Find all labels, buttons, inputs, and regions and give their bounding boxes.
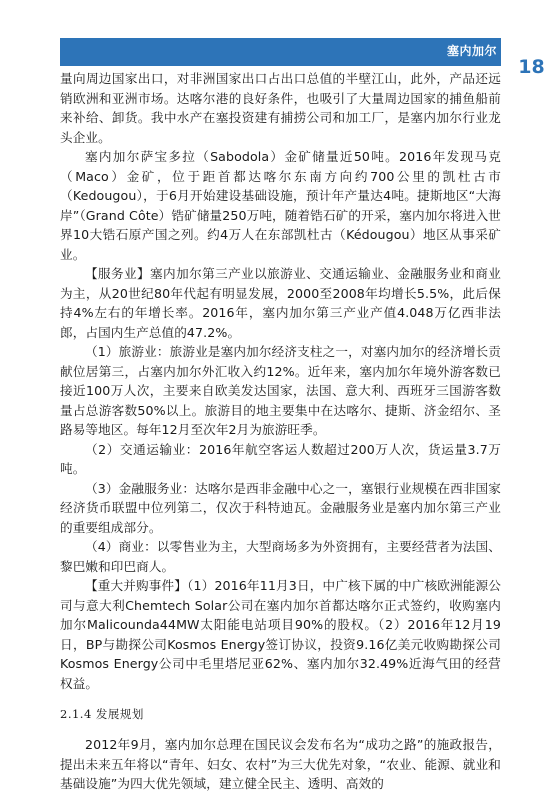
paragraph-development-plan: 2012年9月，塞内加尔总理在国民议会发布名为“成功之路”的施政报告，提出未来五年将以“青年、妇女、农村”为三大优先对象，“农业、能源、就业和基础设施”为四大优先领域，建立健全民主、透明、高效的 [60, 737, 501, 791]
section-heading: 2.1.4 发展规划 [60, 707, 144, 721]
paragraph-mining: 塞内加尔萨宝多拉（Sabodola）金矿储量近50吨。2016年发现马克（Maco）金矿，位于距首都达喀尔东南方向约700公里的凯杜古市（Kedougou），于6月开始建设基础设施，预计年产量达4吨。捷斯地区“大海岸”（Grand Côte）锆矿储量250万吨，随着锆石矿的开采，塞内加尔将进入世界10大锆石原产国之列。约4万人在东部凯杜古（Kédougou）地区从事采矿业。 [60, 149, 501, 262]
paragraph-acquisitions: 【重大并购事件】（1）2016年11月3日，中广核下属的中广核欧洲能源公司与意大利Chemtech Solar公司在塞内加尔首都达喀尔正式签约，收购塞内加尔Malicounda44MW太阳能电站项目90%的股权。（2）2016年12月19日，BP与勘探公司Kosmos Energy签订协议，投资9.16亿美元收购勘探公司Kosmos Energy公司中毛里塔尼亚62%、塞内加尔32.49%近海气田的经营权益。 [60, 578, 501, 691]
main-content [60, 69, 501, 794]
page-number: 18 [518, 56, 545, 78]
paragraph-transport: （2）交通运输业：2016年航空客运人数超过200万人次，货运量3.7万吨。 [60, 441, 501, 476]
paragraph-fisheries-continued: 量向周边国家出口，对非洲国家出口占出口总值的半壁江山，此外，产品还远销欧洲和亚洲市场。达喀尔港的良好条件，也吸引了大量周边国家的捕鱼船前来补给、卸货。我中水产在塞投资建有捕捞公司和加工厂，是塞内加尔行业龙头企业。 [60, 71, 501, 145]
paragraph-commerce: （4）商业：以零售业为主，大型商场多为外资拥有，主要经营者为法国、黎巴嫩和印巴商人。 [60, 539, 501, 574]
paragraph-tourism: （1）旅游业：旅游业是塞内加尔经济支柱之一，对塞内加尔的经济增长贡献位居第三，占塞内加尔外汇收入约12%。近年来，塞内加尔年境外游客数已接近100万人次，主要来自欧美发达国家，法国、意大利、西班牙三国游客数量占总游客数50%以上。旅游目的地主要集中在达喀尔、捷斯、济金绍尔、圣路易等地区。每年12月至次年2月为旅游旺季。 [60, 344, 501, 437]
page-header [0, 0, 559, 78]
header-bar [60, 38, 501, 66]
header-title: 塞内加尔 [446, 44, 497, 58]
paragraph-finance: （3）金融服务业：达喀尔是西非金融中心之一，塞银行业规模在西非国家经济货币联盟中位列第二，仅次于科特迪瓦。金融服务业是塞内加尔第三产业的重要组成部分。 [60, 480, 501, 535]
paragraph-services: 【服务业】塞内加尔第三产业以旅游业、交通运输业、金融服务业和商业为主，从20世纪80年代起有明显发展，2000至2008年均增长5.5%，此后保持4%左右的年增长率。2016年，塞内加尔第三产业产值4.048万亿西非法郎，占国内生产总值的47.2%。 [60, 266, 501, 340]
